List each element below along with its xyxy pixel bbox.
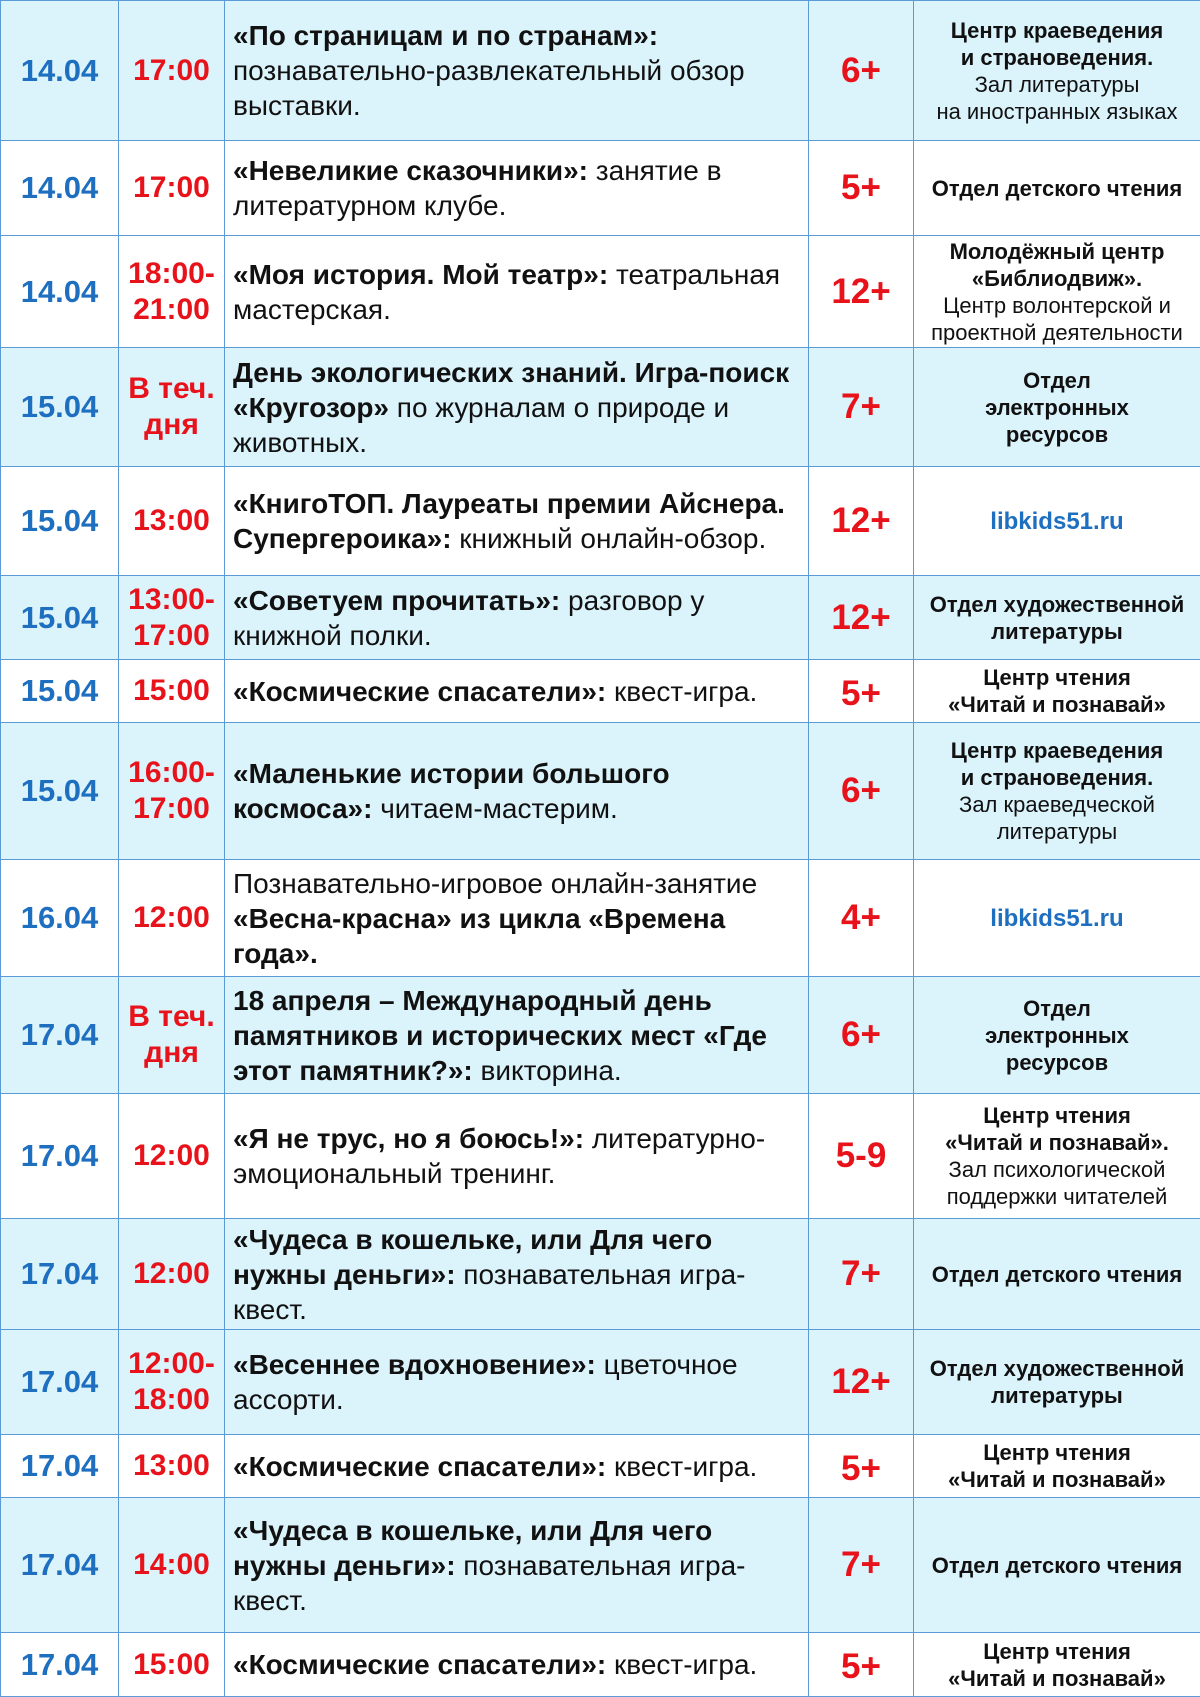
event-time: [119, 660, 225, 723]
event-description: [225, 1435, 809, 1498]
event-details: литературно-эмоциональный тренинг.: [233, 1123, 765, 1189]
location-name: Отдел детского чтения: [914, 175, 1200, 202]
location-name: «Читай и познавай».: [914, 1129, 1200, 1156]
event-description-text: [233, 583, 802, 653]
event-details: квест-игра.: [606, 676, 757, 707]
event-time: [119, 141, 225, 236]
schedule-body: [1, 1, 1200, 1697]
event-row: [1, 723, 1200, 860]
event-location[interactable]: [914, 860, 1200, 977]
event-title: «Я не трус, но я боюсь!»:: [233, 1123, 584, 1154]
location-name: литературы: [914, 1382, 1200, 1409]
location-name: Центр краеведения: [914, 17, 1200, 44]
event-description-text: [233, 18, 802, 123]
event-description-text: [233, 866, 802, 971]
event-description-text: [233, 1347, 802, 1417]
event-location: [914, 1094, 1200, 1219]
event-time-line: дня: [119, 407, 224, 443]
event-description: [225, 1219, 809, 1330]
event-location: [914, 1, 1200, 141]
event-title: «Моя история. Мой театр»:: [233, 259, 608, 290]
event-time: [119, 1, 225, 141]
event-location: [914, 1219, 1200, 1330]
age-rating: 7+: [809, 348, 914, 467]
location-name: Центр чтения: [914, 664, 1200, 691]
event-description-text: [233, 1647, 802, 1682]
event-location[interactable]: [914, 467, 1200, 576]
age-rating: 12+: [809, 236, 914, 348]
age-rating: 7+: [809, 1219, 914, 1330]
event-time-line: 15:00: [119, 1647, 224, 1683]
event-date: 17.04: [1, 1219, 119, 1330]
event-description-text: [233, 486, 802, 556]
event-time-line: 17:00: [119, 791, 224, 827]
event-row: [1, 1330, 1200, 1435]
event-time: [119, 723, 225, 860]
event-details: познавательно-развлекательный обзор выставки.: [233, 55, 745, 121]
event-description: [225, 236, 809, 348]
location-name: Отдел детского чтения: [914, 1552, 1200, 1579]
location-name: Отдел детского чтения: [914, 1261, 1200, 1288]
event-date: 17.04: [1, 977, 119, 1094]
event-row: [1, 576, 1200, 660]
event-location: [914, 1498, 1200, 1633]
event-row: [1, 1633, 1200, 1697]
age-rating: 7+: [809, 1498, 914, 1633]
event-title: «Чудеса в кошельке, или Для чего нужны деньги»:: [233, 1224, 712, 1290]
location-name: электронных: [914, 1022, 1200, 1049]
event-description: [225, 467, 809, 576]
event-row: [1, 467, 1200, 576]
event-time: [119, 1219, 225, 1330]
event-time-line: 18:00: [119, 1382, 224, 1418]
event-description-text: [233, 1121, 802, 1191]
event-row: [1, 660, 1200, 723]
age-rating: 6+: [809, 1, 914, 141]
event-date: 17.04: [1, 1435, 119, 1498]
event-description: [225, 1, 809, 141]
location-name: электронных: [914, 394, 1200, 421]
location-name: Центр чтения: [914, 1102, 1200, 1129]
event-date: 17.04: [1, 1633, 119, 1697]
age-rating: 5+: [809, 141, 914, 236]
event-row: [1, 1498, 1200, 1633]
event-time-line: 12:00: [119, 900, 224, 936]
event-title: «Маленькие истории большого космоса»:: [233, 758, 670, 824]
event-time-line: 13:00: [119, 1448, 224, 1484]
event-description-text: [233, 355, 802, 460]
event-description: [225, 576, 809, 660]
event-time-line: В теч.: [119, 999, 224, 1035]
event-time: [119, 1633, 225, 1697]
event-time: [119, 1330, 225, 1435]
event-description-text: [233, 1513, 802, 1618]
age-rating: 5-9: [809, 1094, 914, 1219]
event-location: [914, 1330, 1200, 1435]
event-title: «Весна-красна» из цикла «Времена года».: [233, 903, 725, 969]
event-row: [1, 141, 1200, 236]
event-time-line: 17:00: [119, 53, 224, 89]
location-name: Отдел художественной: [914, 1355, 1200, 1382]
event-details: книжный онлайн-обзор.: [452, 523, 767, 554]
event-title: «Весеннее вдохновение»:: [233, 1349, 596, 1380]
event-title: 18 апреля – Международный день памятников и исторических мест «Где этот памятник?»:: [233, 985, 767, 1086]
event-title: «Невеликие сказочники»:: [233, 155, 588, 186]
age-rating: 5+: [809, 660, 914, 723]
event-location: [914, 576, 1200, 660]
location-name: Молодёжный центр: [914, 238, 1200, 265]
event-description: [225, 1330, 809, 1435]
event-time-line: 17:00: [119, 170, 224, 206]
event-time-line: 16:00-: [119, 755, 224, 791]
event-date: 15.04: [1, 467, 119, 576]
event-date: 15.04: [1, 576, 119, 660]
event-location: [914, 348, 1200, 467]
location-hall: Центр волонтерской и: [914, 292, 1200, 319]
event-title: «КнигоТОП. Лауреаты премии Айснера. Супергероика»:: [233, 488, 785, 554]
event-details: цветочное ассорти.: [233, 1349, 738, 1415]
event-date: 14.04: [1, 236, 119, 348]
location-name: Отдел: [914, 367, 1200, 394]
location-name: «Читай и познавай»: [914, 1665, 1200, 1692]
event-date: 17.04: [1, 1330, 119, 1435]
event-time: [119, 860, 225, 977]
event-details: познавательная игра-квест.: [233, 1259, 746, 1325]
event-location: [914, 723, 1200, 860]
event-time: [119, 576, 225, 660]
event-details: занятие в литературном клубе.: [233, 155, 722, 221]
event-time-line: 12:00: [119, 1138, 224, 1174]
event-title: «По страницам и по странам»:: [233, 20, 658, 51]
event-row: [1, 1094, 1200, 1219]
age-rating: 4+: [809, 860, 914, 977]
location-hall: проектной деятельности: [914, 319, 1200, 346]
age-rating: 5+: [809, 1633, 914, 1697]
event-details: читаем-мастерим.: [372, 793, 617, 824]
event-description: [225, 860, 809, 977]
event-date: 15.04: [1, 348, 119, 467]
event-date: 17.04: [1, 1498, 119, 1633]
event-description-text: [233, 1222, 802, 1327]
event-time-line: 12:00-: [119, 1346, 224, 1382]
location-hall: литературы: [914, 818, 1200, 845]
website-link[interactable]: libkids51.ru: [914, 905, 1200, 932]
event-row: [1, 1219, 1200, 1330]
location-name: Центр краеведения: [914, 737, 1200, 764]
event-date: 14.04: [1, 141, 119, 236]
event-row: [1, 236, 1200, 348]
event-location: [914, 1435, 1200, 1498]
event-description-text: [233, 983, 802, 1088]
event-description: [225, 141, 809, 236]
event-details: разговор у книжной полки.: [233, 585, 704, 651]
event-time: [119, 1094, 225, 1219]
event-details: Познавательно-игровое онлайн-занятие: [233, 868, 757, 899]
event-time-line: 14:00: [119, 1547, 224, 1583]
event-time: [119, 1498, 225, 1633]
event-description: [225, 660, 809, 723]
event-row: [1, 977, 1200, 1094]
event-description-text: [233, 756, 802, 826]
event-time: [119, 348, 225, 467]
age-rating: 5+: [809, 1435, 914, 1498]
event-title: День экологических знаний. Игра-поиск «Кругозор»: [233, 357, 789, 423]
event-row: [1, 1, 1200, 141]
event-location: [914, 660, 1200, 723]
location-hall: Зал литературы: [914, 71, 1200, 98]
event-location: [914, 141, 1200, 236]
event-row: [1, 348, 1200, 467]
event-details: викторина.: [473, 1055, 622, 1086]
event-time-line: дня: [119, 1035, 224, 1071]
event-time-line: 12:00: [119, 1256, 224, 1292]
event-details: театральная мастерская.: [233, 259, 780, 325]
age-rating: 6+: [809, 723, 914, 860]
website-link[interactable]: libkids51.ru: [914, 508, 1200, 535]
location-hall: поддержки читателей: [914, 1183, 1200, 1210]
event-location: [914, 1633, 1200, 1697]
location-name: и страноведения.: [914, 764, 1200, 791]
location-hall: на иностранных языках: [914, 98, 1200, 125]
event-row: [1, 1435, 1200, 1498]
event-description: [225, 1633, 809, 1697]
event-description-text: [233, 674, 802, 709]
location-name: ресурсов: [914, 421, 1200, 448]
event-time-line: 17:00: [119, 618, 224, 654]
location-name: Центр чтения: [914, 1638, 1200, 1665]
age-rating: 12+: [809, 467, 914, 576]
location-name: Центр чтения: [914, 1439, 1200, 1466]
event-time: [119, 1435, 225, 1498]
event-details: по журналам о природе и животных.: [233, 392, 729, 458]
event-description: [225, 723, 809, 860]
event-time-line: 13:00-: [119, 582, 224, 618]
event-description: [225, 977, 809, 1094]
location-name: Отдел: [914, 995, 1200, 1022]
location-name: «Читай и познавай»: [914, 1466, 1200, 1493]
event-description-text: [233, 1449, 802, 1484]
event-title: «Советуем прочитать»:: [233, 585, 560, 616]
event-location: [914, 977, 1200, 1094]
event-date: 15.04: [1, 660, 119, 723]
event-details: квест-игра.: [606, 1649, 757, 1680]
event-description: [225, 1094, 809, 1219]
event-date: 15.04: [1, 723, 119, 860]
location-name: «Читай и познавай»: [914, 691, 1200, 718]
event-details: познавательная игра-квест.: [233, 1550, 746, 1616]
event-time-line: 13:00: [119, 503, 224, 539]
event-title: «Космические спасатели»:: [233, 1451, 606, 1482]
event-time-line: 15:00: [119, 673, 224, 709]
event-location: [914, 236, 1200, 348]
event-description: [225, 1498, 809, 1633]
event-description-text: [233, 257, 802, 327]
location-name: литературы: [914, 618, 1200, 645]
event-time-line: 21:00: [119, 292, 224, 328]
event-time: [119, 236, 225, 348]
event-description-text: [233, 153, 802, 223]
event-title: «Космические спасатели»:: [233, 676, 606, 707]
event-time-line: В теч.: [119, 371, 224, 407]
age-rating: 12+: [809, 1330, 914, 1435]
age-rating: 12+: [809, 576, 914, 660]
event-details: квест-игра.: [606, 1451, 757, 1482]
event-row: [1, 860, 1200, 977]
location-name: ресурсов: [914, 1049, 1200, 1076]
location-name: и страноведения.: [914, 44, 1200, 71]
event-date: 14.04: [1, 1, 119, 141]
event-date: 16.04: [1, 860, 119, 977]
event-date: 17.04: [1, 1094, 119, 1219]
event-time: [119, 977, 225, 1094]
event-time: [119, 467, 225, 576]
event-description: [225, 348, 809, 467]
location-hall: Зал краеведческой: [914, 791, 1200, 818]
location-name: Отдел художественной: [914, 591, 1200, 618]
location-hall: Зал психологической: [914, 1156, 1200, 1183]
location-name: «Библиодвиж».: [914, 265, 1200, 292]
event-time-line: 18:00-: [119, 256, 224, 292]
event-title: «Космические спасатели»:: [233, 1649, 606, 1680]
event-title: «Чудеса в кошельке, или Для чего нужны деньги»:: [233, 1515, 712, 1581]
age-rating: 6+: [809, 977, 914, 1094]
